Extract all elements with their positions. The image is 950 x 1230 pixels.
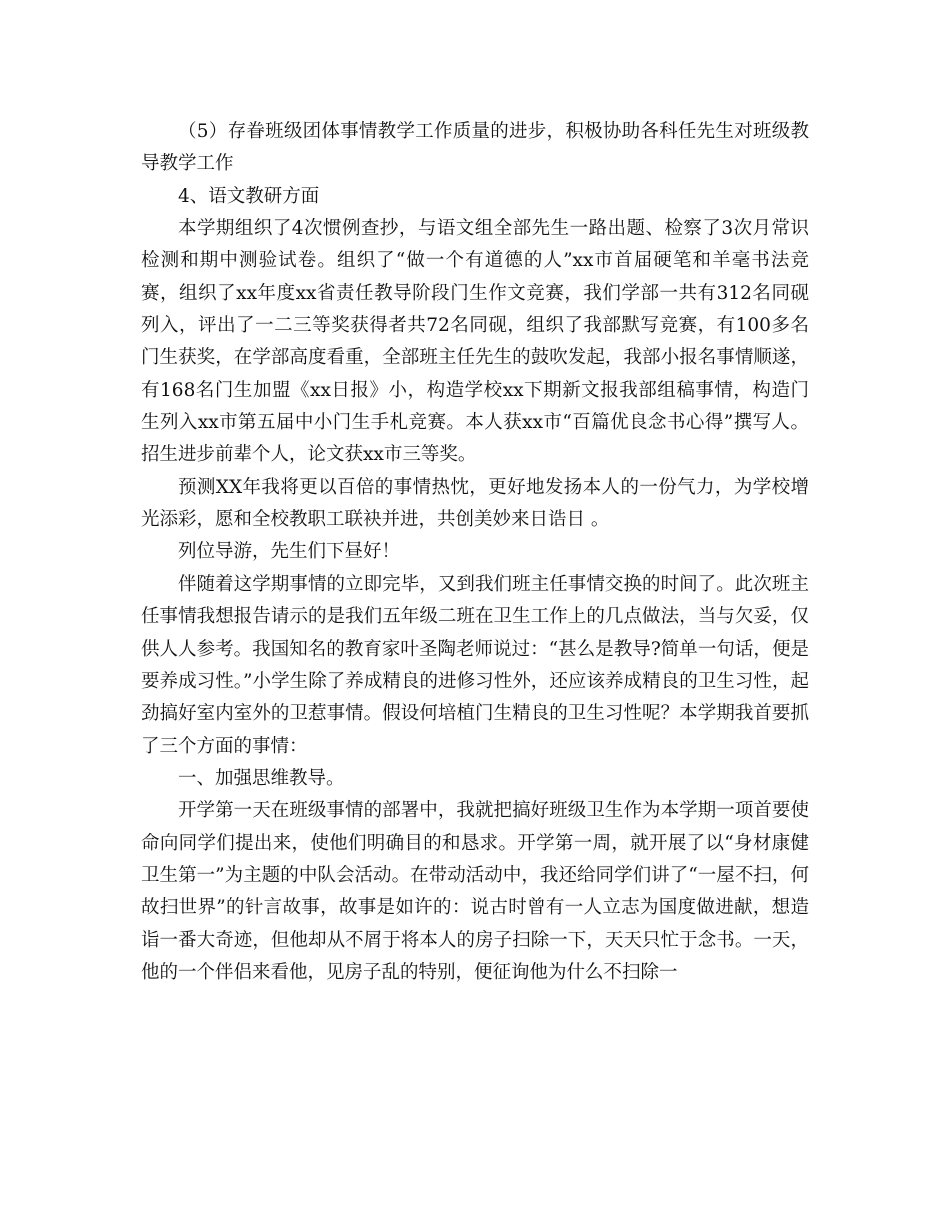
paragraph-class-management: （5）存眷班级团体事情教学工作质量的进步，积极协助各科任先生对班级教导教学工作 — [141, 121, 809, 175]
paragraph-outlook: 预测XX年我将更以百倍的事情热忱，更好地发扬本人的一份气力，为学校增光添彩，愿和全校教职工联袂并进，共创美妙来日诰日 。 — [141, 476, 809, 531]
paragraph-first-day-story: 开学第一天在班级事情的部署中，我就把搞好班级卫生作为本学期一项首要使命向同学们提出来，使他们明确目的和恳求。开学第一周，就开展了以“身材康健卫生第一”为主题的中队会活动。在带动活动中，我还给同学们讲了“一屋不扫，何故扫世界”的针言故事，故事是如许的：说古时曾有一人立志为国度做进献，想造诣一番大奇迹，但他却从不屑于将本人的房子扫除一下，天天只忙于念书。一天，他的一个伴侣来看他，见房子乱的特别，便征询他为什么不扫除一 — [141, 800, 809, 983]
section-heading-chinese-research: 4、语文教研方面 — [178, 185, 320, 207]
paragraph-hygiene-intro: 伴随着这学期事情的立即完毕，又到我们班主任事情交换的时间了。此次班主任事情我想报告请示的是我们五年级二班在卫生工作上的几点做法，当与欠妥，仅供人人参考。我国知名的教育家叶圣陶老师说过：“甚么是教导?简单一句话，便是要养成习性。”小学生除了养成精良的进修习性外，还应该养成精良的卫生习性，起劲搞好室内室外的卫惹事情。假设何培植门生精良的卫生习性呢？本学期我首要抓了三个方面的事情： — [141, 573, 809, 757]
paragraph-research-activities: 本学期组织了4次惯例查抄，与语文组全部先生一路出题、检察了3次月常识检测和期中测验试卷。组织了“做一个有道德的人”xx市首届硬笔和羊毫书法竞赛，组织了xx年度xx省责任教导阶段门生作文竞赛，我们学部一共有312名同砚列入，评出了一二三等奖获得者共72名同砚，组织了我部默写竞赛，有100多名门生获奖，在学部高度看重，全部班主任先生的鼓吹发起，我部小报名事情顺遂，有168名门生加盟《xx日报》小，构造学校xx下期新文报我部组稿事情，构造门生列入xx市第五届中小门生手札竞赛。本人获xx市“百篇优良念书心得”撰写人。招生进步前辈个人，论文获xx市三等奖。 — [141, 218, 809, 466]
document-body — [141, 116, 809, 989]
paragraph-greeting: 列位导游，先生们下昼好！ — [178, 541, 401, 563]
section-heading-ideological-education: 一、加强思维教导。 — [178, 767, 345, 789]
